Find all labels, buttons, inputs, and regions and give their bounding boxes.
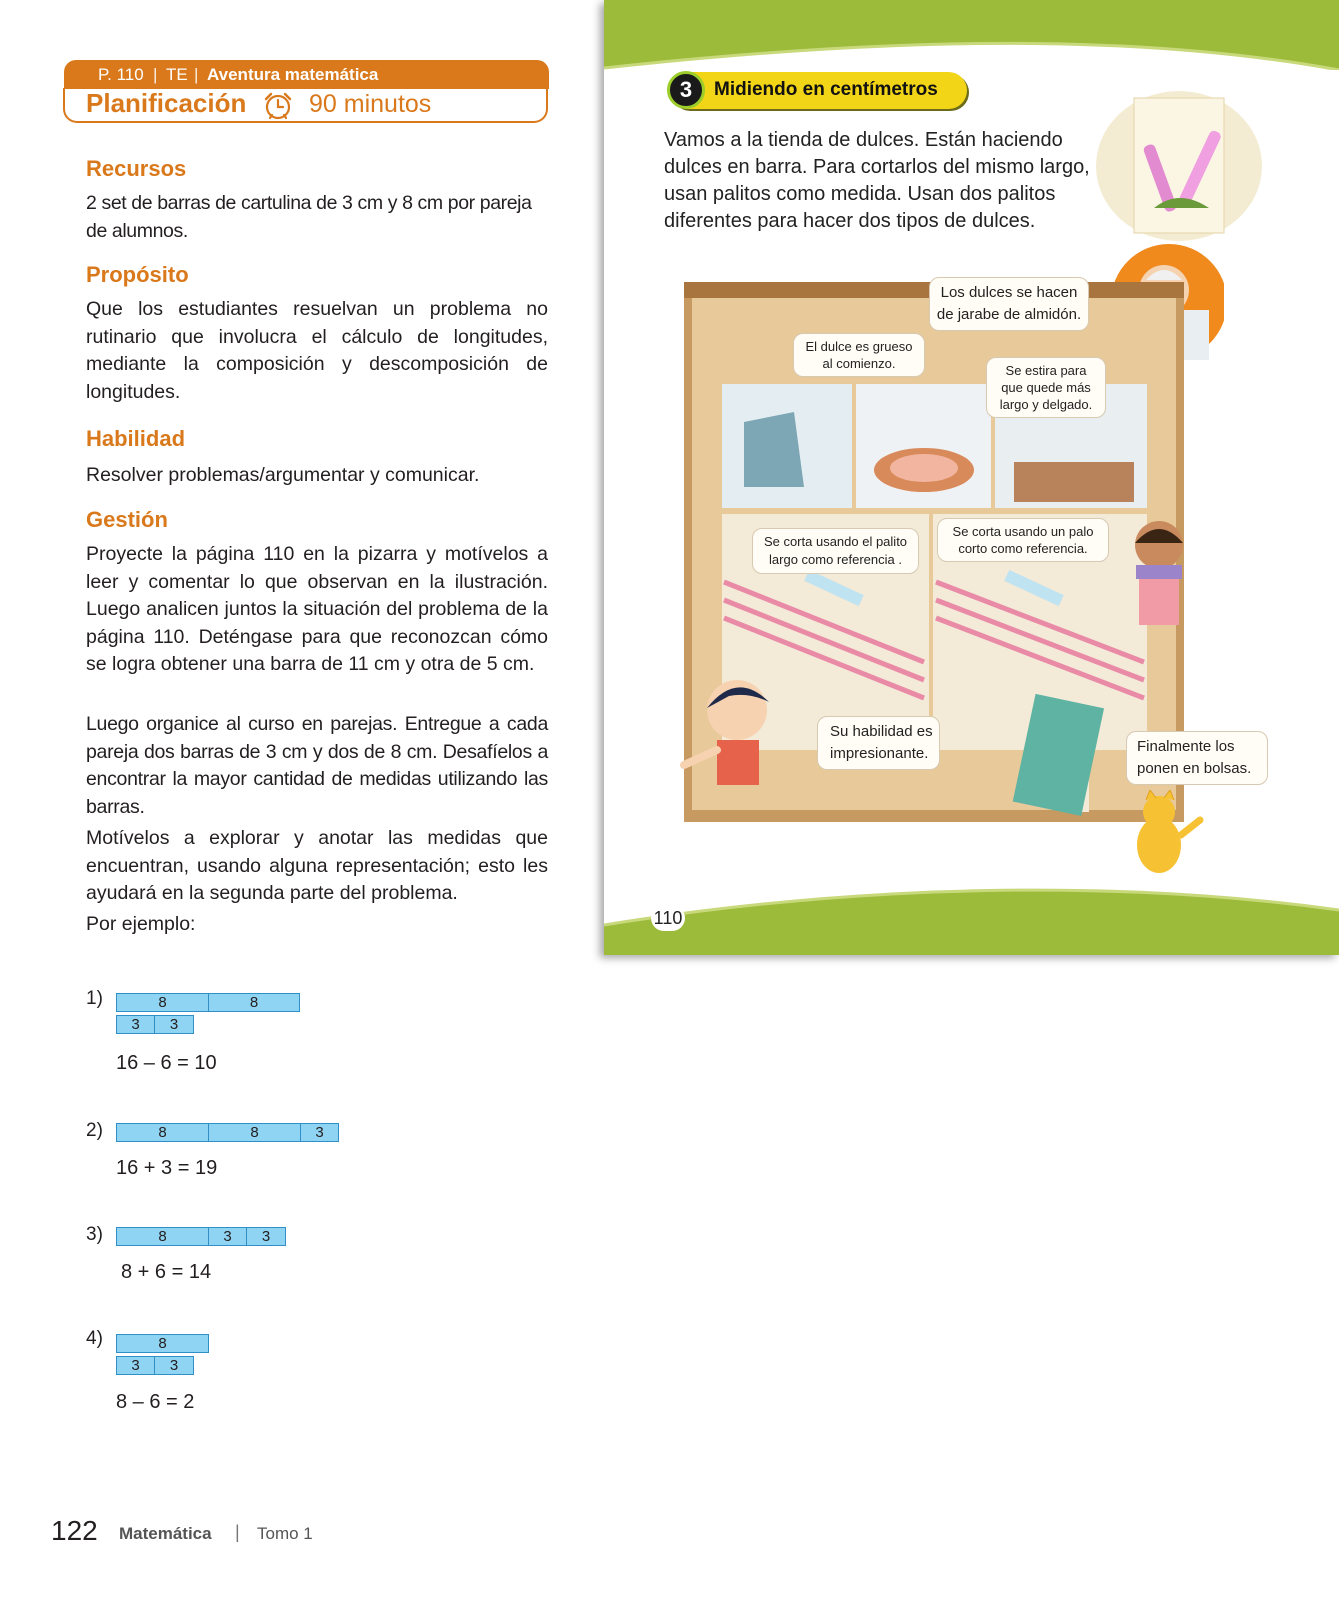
proposito-heading: Propósito bbox=[86, 262, 189, 287]
bar-8cm: 8 bbox=[116, 1334, 209, 1353]
section-label: Aventura matemática bbox=[207, 65, 379, 84]
example-number: 2) bbox=[86, 1120, 103, 1141]
gestion-heading: Gestión bbox=[86, 507, 168, 532]
textbook-page-number: 110 bbox=[651, 905, 685, 931]
bar-3cm: 3 bbox=[154, 1356, 194, 1375]
gestion-paragraph-4: Por ejemplo: bbox=[86, 913, 196, 935]
header-divider: | bbox=[194, 65, 199, 84]
example-equation: 8 – 6 = 2 bbox=[116, 1391, 195, 1413]
footer-volume: Tomo 1 bbox=[257, 1524, 313, 1543]
footer-subject: Matemática bbox=[119, 1524, 212, 1543]
proposito-text: Que los estudiantes resuelvan un problema no rutinario que involucra el cálculo de longitudes, mediante la composición y descomposición de longitudes. bbox=[86, 298, 548, 403]
speech-bubble-long-stick: Se corta usando el palito largo como referencia . bbox=[752, 528, 919, 574]
example-number: 4) bbox=[86, 1328, 103, 1349]
gestion-paragraph-1: Proyecte la página 110 en la pizarra y motívelos a leer y comentar lo que observan en la ilustración. Luego analicen juntos la situación del problema de la página 110. Deténgase para que reconozcan cómo se logra obtener una barra de 11 cm y otra de 5 cm. bbox=[86, 543, 548, 675]
speech-bubble-stretch: Se estira para que quede más largo y delgado. bbox=[986, 357, 1106, 418]
bar-8cm: 8 bbox=[116, 993, 209, 1012]
bar-8cm: 8 bbox=[116, 1123, 209, 1142]
textbook-intro: Vamos a la tienda de dulces. Están haciendo dulces en barra. Para cortarlos del mismo largo, usan palitos como medida. Usan dos palitos diferentes para hacer dos tipos de dulces. bbox=[664, 129, 1090, 232]
speech-bubble-thick: El dulce es grueso al comienzo. bbox=[793, 333, 925, 377]
example-number: 1) bbox=[86, 988, 103, 1009]
recursos-heading: Recursos bbox=[86, 156, 187, 181]
speech-bubble-short-stick: Se corta usando un palo corto como referencia. bbox=[937, 518, 1109, 562]
planning-duration: 90 minutos bbox=[309, 90, 432, 118]
section-title: Midiendo en centímetros bbox=[714, 79, 938, 100]
green-top-band bbox=[604, 0, 1339, 70]
te-label: TE bbox=[166, 65, 188, 84]
bar-8cm: 8 bbox=[116, 1227, 209, 1246]
example-number: 3) bbox=[86, 1224, 103, 1245]
bar-3cm: 3 bbox=[116, 1356, 155, 1375]
bar-3cm: 3 bbox=[116, 1015, 155, 1034]
footer-separator: | bbox=[235, 1522, 240, 1542]
header-divider: | bbox=[153, 65, 158, 84]
girl-illustration bbox=[1114, 515, 1204, 645]
speech-bubble-bags: Finalmente los ponen en bolsas. bbox=[1126, 731, 1268, 785]
bar-8cm: 8 bbox=[208, 993, 300, 1012]
bar-8cm: 8 bbox=[208, 1123, 301, 1142]
bar-3cm: 3 bbox=[208, 1227, 247, 1246]
habilidad-heading: Habilidad bbox=[86, 426, 186, 451]
header-tab bbox=[64, 60, 549, 89]
speech-bubble-syrup: Los dulces se hacen de jarabe de almidón. bbox=[929, 277, 1089, 331]
example-equation: 16 + 3 = 19 bbox=[116, 1157, 218, 1179]
example-equation: 16 – 6 = 10 bbox=[116, 1052, 217, 1074]
candy-bag-illustration bbox=[1094, 88, 1264, 243]
planning-title: Planificación bbox=[86, 88, 247, 118]
speech-bubble-skill: Su habilidad es impresionante. bbox=[817, 716, 940, 770]
recursos-text: 2 set de barras de cartulina de 3 cm y 8 cm por pareja de alumnos. bbox=[86, 192, 532, 242]
alarm-clock-icon bbox=[262, 91, 294, 121]
example-equation: 8 + 6 = 14 bbox=[121, 1261, 212, 1283]
cat-mascot-illustration bbox=[1114, 790, 1204, 885]
page-number: 122 bbox=[51, 1515, 98, 1546]
gestion-paragraph-2: Luego organice al curso en parejas. Entregue a cada pareja dos barras de 3 cm y dos de 8 cm. Desafíelos a encontrar la mayor cantidad de medidas utilizando las barras. bbox=[86, 713, 548, 818]
page-reference: P. 110 bbox=[98, 65, 144, 84]
bar-3cm: 3 bbox=[246, 1227, 286, 1246]
green-bottom-band bbox=[604, 885, 1339, 955]
gestion-paragraph-3: Motívelos a explorar y anotar las medidas que encuentran, usando alguna representación; esto les ayudará en la segunda parte del problema. bbox=[86, 827, 548, 904]
bar-3cm: 3 bbox=[154, 1015, 194, 1034]
boy-illustration bbox=[679, 670, 789, 800]
section-number-badge: 3 bbox=[667, 71, 705, 109]
habilidad-text: Resolver problemas/argumentar y comunicar. bbox=[86, 464, 480, 486]
bar-3cm: 3 bbox=[300, 1123, 339, 1142]
